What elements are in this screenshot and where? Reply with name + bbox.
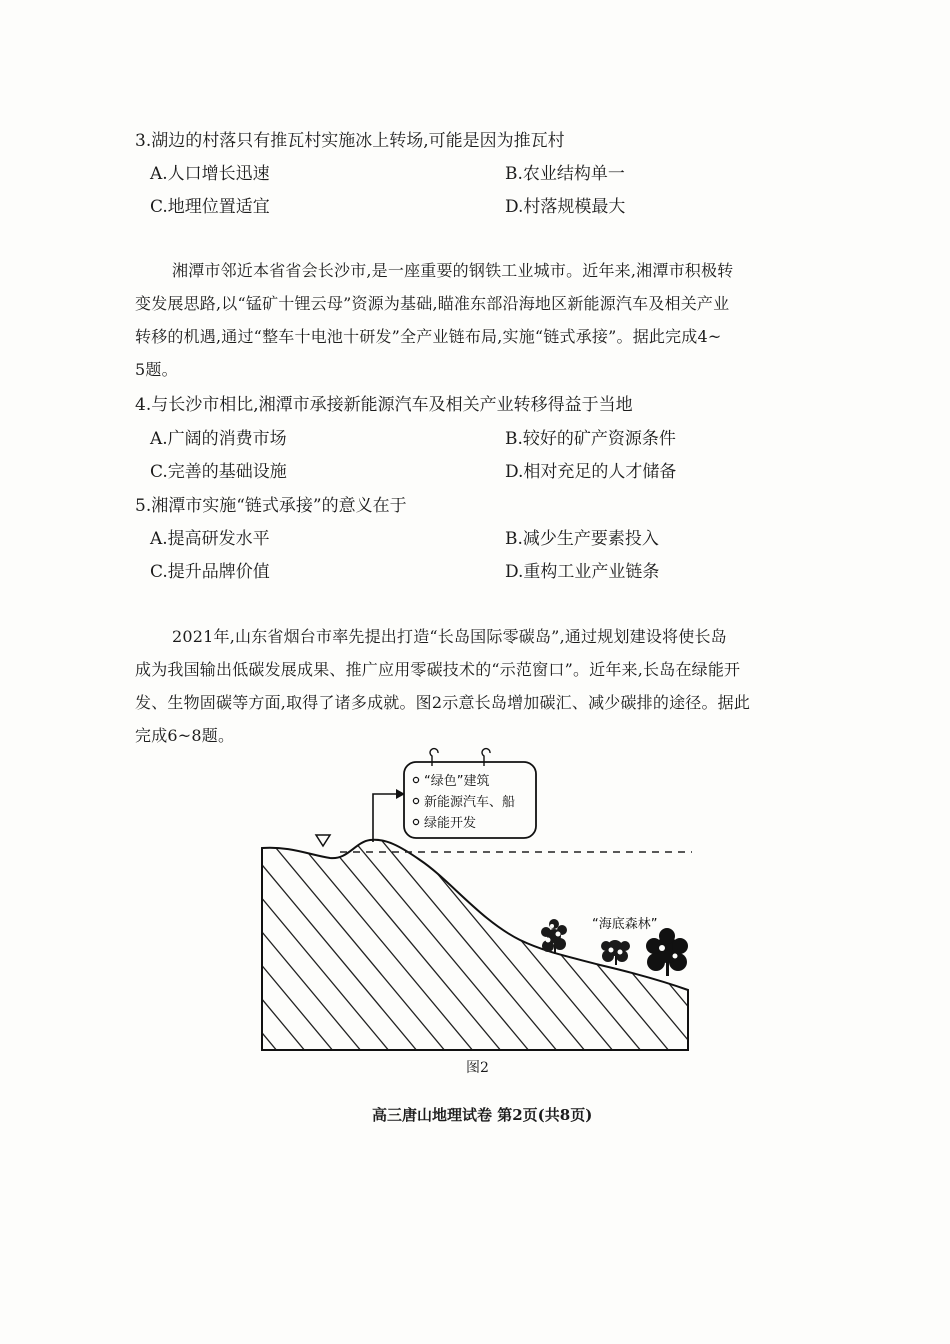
question-4-option-b: B.较好的矿产资源条件 <box>505 429 676 449</box>
seaweed-plant-icon <box>541 919 567 954</box>
seaweed-plant-icon <box>601 940 630 965</box>
question-4-option-d: D.相对充足的人才储备 <box>505 462 677 482</box>
question-3-option-b: B.农业结构单一 <box>505 164 625 184</box>
legend-item-new-energy-vehicles: 新能源汽车、船 <box>424 795 516 810</box>
passage-1-line: 湘潭市邻近本省省会长沙市,是一座重要的钢铁工业城市。近年来,湘潭市积极转 <box>172 261 734 280</box>
passage-1-line: 变发展思路,以“锰矿十锂云母”资源为基础,瞄准东部沿海地区新能源汽车及相关产业 <box>135 294 730 313</box>
question-4-stem: 4.与长沙市相比,湘潭市承接新能源汽车及相关产业转移得益于当地 <box>135 395 633 415</box>
question-3-option-d: D.村落规模最大 <box>505 197 626 217</box>
question-5-stem: 5.湘潭市实施“链式承接”的意义在于 <box>135 496 407 516</box>
question-3-stem: 3.湖边的村落只有推瓦村实施冰上转场,可能是因为推瓦村 <box>135 131 565 151</box>
question-5-option-d: D.重构工业产业链条 <box>505 562 660 582</box>
question-5-option-c: C.提升品牌价值 <box>150 562 270 582</box>
question-4-option-a: A.广阔的消费市场 <box>150 429 287 449</box>
page-footer: 高三唐山地理试卷 第2页(共8页) <box>372 1106 593 1124</box>
passage-1-line: 转移的机遇,通过“整车十电池十研发”全产业链布局,实施“链式承接”。据此完成4~ <box>135 327 722 346</box>
arrow-line <box>373 794 396 842</box>
legend-item-green-energy: 绿能开发 <box>424 816 477 831</box>
seabed-forest-label: “海底森林” <box>592 917 658 932</box>
passage-1-line: 5题。 <box>135 360 178 379</box>
seaweed-plant-icon <box>646 928 688 976</box>
question-5-option-a: A.提高研发水平 <box>150 529 270 549</box>
passage-2-line: 完成6~8题。 <box>135 726 235 745</box>
question-3-option-c: C.地理位置适宜 <box>150 197 270 217</box>
passage-2-line: 成为我国输出低碳发展成果、推广应用零碳技术的“示范窗口”。近年来,长岛在绿能开 <box>135 660 741 679</box>
water-level-triangle-icon <box>316 835 330 846</box>
passage-2-line: 发、生物固碳等方面,取得了诸多成就。图2示意长岛增加碳汇、减少碳排的途径。据此 <box>135 693 751 712</box>
figure-caption: 图2 <box>466 1060 489 1076</box>
question-4-option-c: C.完善的基础设施 <box>150 462 287 482</box>
question-5-option-b: B.减少生产要素投入 <box>505 529 659 549</box>
passage-2-line: 2021年,山东省烟台市率先提出打造“长岛国际零碳岛”,通过规划建设将使长岛 <box>172 627 727 646</box>
legend-item-green-building: “绿色”建筑 <box>424 774 490 789</box>
seabed-hatching <box>68 800 850 1100</box>
question-3-option-a: A.人口增长迅速 <box>150 164 270 184</box>
